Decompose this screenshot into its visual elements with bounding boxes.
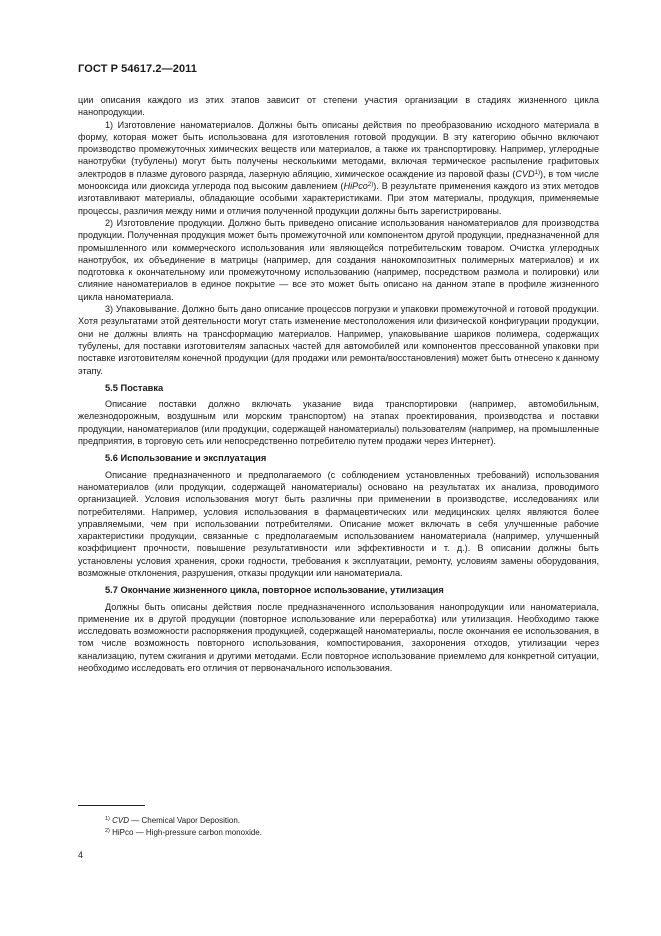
item-2-paragraph: 2) Изготовление продукции. Должно быть приведено описание использования наноматериалов для производства продукции. Полученная продукция может быть промежуточной или компонентом другой продукции, предназначенной для промышленного или коммерческого использования или являющейся потребительским товаром. Очистка углеродных нанотрубок, их объединение в матрицы (например, для создания нанокомпозитных полимерных материалов) и их подготовка к окончательному или промежуточному использованию (например, посредством размола и полировки) или слияние наноматериалов в единое покрытие — все это может быть описано на данном этапе в профиле жизненного цикла наноматериала. bbox=[78, 217, 599, 302]
footnotes bbox=[105, 815, 585, 839]
intro-paragraph: ции описания каждого из этих этапов зависит от степени участия организации в стадиях жизненного цикла нанопродукции. bbox=[78, 95, 599, 118]
footnote-1: $^{1)}$ CVD — Chemical Vapor Deposition. bbox=[105, 816, 241, 825]
item-1-paragraph: 1) Изготовление наноматериалов. Должны быть описаны действия по преобразованию исходного материала в форму, которая может быть использована для изготовления готовой продукции. В эту категорию обычно включают производство промежуточных химических веществ или материалов, а также их транспортировку. Например, углеродные нанотрубки (тубулены) могут быть получены несколькими методами, включая термическое распыление графитовых электродов в плазме дугового разряда, лазерную абляцию, химическое осаждение из паровой фазы (CVD$^{1)}$), в том числе монооксида или диоксида углерода под высоким давлением (HiPco$^{2)}$). В результате применения каждого из этих методов изготавливают материалы, обладающие особыми характеристиками. При этом материалы, продукция, применяемые процессы, различия между ними и отличия полученной продукции должны быть зарегистрированы. bbox=[78, 119, 599, 216]
section-5-5-paragraph: Описание поставки должно включать указание вида транспортировки (например, автомобильным, железнодорожным, воздушным или морским транспортом) на этапах проектирования, производства и поставки продукции, наноматериалов (или продукции, содержащей наноматериалы) пользователям (например, на промышленные предприятия, в торговую сеть или непосредственно потребителю путем продажи через Интернет). bbox=[78, 399, 599, 447]
section-5-6-paragraph: Описание предназначенного и предполагаемого (с соблюдением установленных требований) использования наноматериалов (или продукции, содержащей наноматериалы) основано на результатах их анализа, проводимого организацией. Условия использования могут быть различны при применении в производстве, исследованиях или потребителями. Например, условия использования в фармацевтических или медицинских целях являются более управляемыми, чем при использовании потребителями. Описание может включать в себя улучшенные рабочие характеристики продукции, связанные с предполагаемым использованием наноматериала (например, улучшенный коэффициент прочности, повышение результативности или эффективности и т. д.). В описании должны быть установлены условия хранения, сроки годности, требования к эксплуатации, ремонту, условиям замены оборудования, возможные отклонения, разрушения, отказы продукции или наноматериала. bbox=[78, 469, 599, 578]
section-5-6-heading: 5.6 Использование и эксплуатация bbox=[105, 453, 267, 464]
section-5-5-heading: 5.5 Поставка bbox=[105, 382, 164, 393]
section-5-7-heading: 5.7 Окончание жизненного цикла, повторное использование, утилизация bbox=[105, 585, 444, 596]
item-3-paragraph: 3) Упаковывание. Должно быть дано описание процессов погрузки и упаковки промежуточной и готовой продукции. Хотя результатами этой деятельности могут стать изменение местоположения или физической конфигурации продукции, они не должны влиять на трансформацию материалов. Например, упаковывание шариков полимера, содержащих тубулены, для поставки изготовителям запасных частей для автомобилей или компонентов прессованной упаковки при поставке изготовителям конечной продукции (для продажи или ремонта/восстановления) может быть отнесено к данному этапу. bbox=[78, 304, 599, 376]
document-body bbox=[78, 94, 599, 674]
footnote-2: $^{2)}$ HiPco — High-pressure carbon monoxide. bbox=[105, 828, 262, 837]
section-5-7-paragraph: Должны быть описаны действия после предназначенного использования нанопродукции или наноматериала, применение их в другой продукции (повторное использование или переработка) или утилизация. Необходимо также исследовать возможности распоряжения продукцией, содержащей наноматериалы, после окончания ее использования, в том числе возможность повторного использования, компостирования, захоронения отходов, утилизации через канализацию, путем сжигания и другими методами. Если повторное использование приемлемо для конкретной ситуации, необходимо исследовать его отличия от первоначального использования. bbox=[78, 601, 599, 674]
page-number: 4 bbox=[78, 850, 84, 860]
footnote-divider bbox=[78, 805, 145, 806]
document-header: ГОСТ Р 54617.2—2011 bbox=[78, 63, 198, 75]
